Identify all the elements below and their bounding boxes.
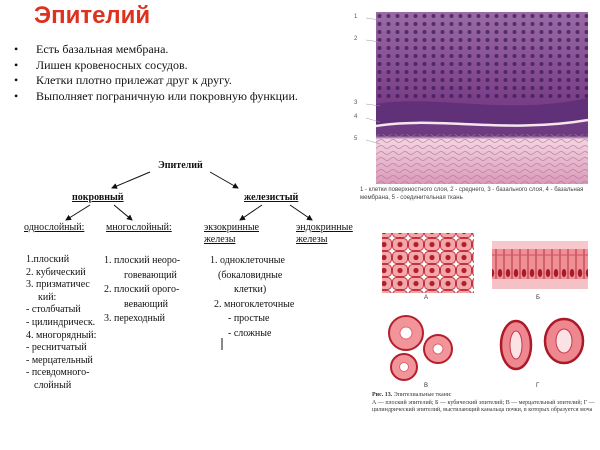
bullet-item: • Есть базальная мембрана. [14,42,314,57]
bullet-item: • Лишен кровеносных сосудов. [14,58,314,73]
exocrine-line: железы [204,234,236,245]
micrograph-caption: 1 - клетки поверхностного слоя, 2 - среднего, 3 - базального слоя, 4 - базальная мембрана, 5 - соединительная ткань [360,187,584,201]
list-item: - сложные [228,327,272,339]
list-item: 3. переходный [104,313,165,324]
figure-image [376,225,594,390]
list-item: 2. многоклеточные [214,298,295,310]
endocrine-line: эндокринные [296,222,353,233]
tree-root: Эпителий [158,160,203,171]
list-item: 1. одноклеточные [210,255,285,266]
list-item: клетки) [234,284,267,295]
classification-tree [0,150,360,450]
list-item: 3. призматичес [26,279,90,291]
bullet-item: • Выполняет пограничную или покровную функции. [14,89,314,104]
exocrine-line: экзокринные [204,222,259,233]
list-item: - столбчатый [26,304,81,316]
micro-label: 2 [354,36,358,42]
tree-node-exocrine [204,222,259,246]
panel-label: А [424,295,429,301]
micro-label: 4 [354,114,358,120]
list-item: - мерцательный [26,354,93,366]
tree-node-multi-layer: многослойный: [106,222,172,233]
list-item: говевающий [124,269,177,281]
list-item: 4. многорядный: [26,329,97,341]
figure-caption-title: Рис. 13. [372,392,393,398]
list-item: 2. кубический [26,266,86,278]
panel-label: Г [536,383,540,389]
list-item: кий: [38,291,57,303]
list-item: - простые [228,313,270,324]
micrograph-image [366,12,588,184]
list-item: слойный [34,379,72,391]
micro-label: 5 [354,136,358,142]
figure-caption-title-rest: Эпителиальные ткани: [393,392,452,398]
single-layer-list [26,254,96,393]
bullet-list [14,42,314,104]
bullet-item: • Клетки плотно прилежат друг к другу. [14,73,314,88]
panel-label: Б [536,295,540,301]
multi-layer-list [104,254,180,327]
list-item: - реснитчатый [26,342,87,354]
list-item: 2. плоский орого- [104,284,180,295]
list-item: - псевдомного- [26,367,90,379]
figure-caption-body: А — плоский эпителий; Б — кубический эпителий; В — мерцательный эпителий; Г — цилиндрический эпителий, выстилающий канальца почки, в которых образуется моча [372,399,595,413]
tree-node-zhelezisty: железистый [244,192,299,203]
list-item: 1. плоский неоро- [104,255,181,266]
list-item: вевающий [124,298,169,310]
micro-label: 1 [354,14,358,20]
micro-label: 3 [354,100,358,106]
epithelium-micrograph [354,12,588,184]
list-item: - цилиндрическ. [26,316,96,328]
tree-node-endocrine [296,222,353,246]
tree-node-single-layer: однослойный: [24,222,85,233]
list-item: 1.плоский [26,254,70,265]
epithelium-types-figure [376,225,594,390]
endocrine-line: железы [296,234,328,245]
slide-title: Эпителий [34,2,151,29]
figure-caption [372,392,598,415]
list-item: (бокаловидные [218,269,283,281]
tree-node-pokrovny: покровный [72,192,124,203]
panel-label: В [424,383,429,389]
exocrine-list [210,254,294,341]
